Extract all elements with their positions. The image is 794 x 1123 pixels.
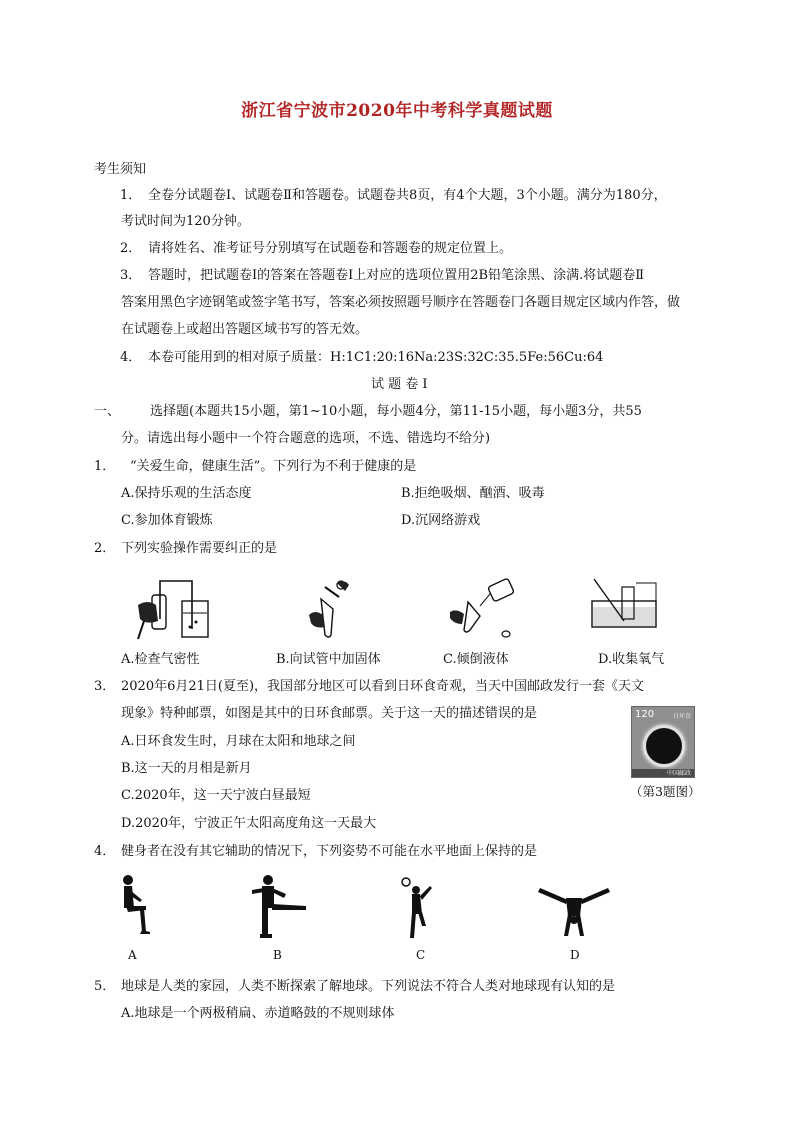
q1-num: 1． (94, 459, 116, 474)
notice-heading: 考生须知 (94, 162, 147, 177)
q2-option-d: D.收集氧气 (598, 652, 665, 667)
q4-num: 4． (94, 844, 116, 859)
q5-option-a: A.地球是一个两极稍扁、赤道略鼓的不规则球体 (121, 1006, 395, 1021)
eclipse-stamp-image (631, 706, 695, 778)
section-heading: 试 题 卷 Ⅰ (371, 377, 428, 392)
q2-num: 2． (94, 541, 116, 556)
q4-label-c: C (416, 948, 426, 962)
add-solid-to-tube-image (305, 575, 365, 641)
part-one-line-1: 选择题(本题共15小题，第1~10小题，每小题4分，第11-15小题，每小题3分，共55 (150, 404, 642, 419)
notice-1-line-1: 全卷分试题卷Ⅰ、试题卷Ⅱ和答题卷。试题卷共8页，有4个大题，3个小题。满分为180分， (148, 188, 667, 203)
q5-num: 5． (94, 979, 116, 994)
q4-label-d: D (570, 948, 580, 962)
collect-oxygen-image (588, 575, 660, 631)
part-one-line-2: 分。请选出每小题中一个符合题意的选项，不选、错选均不给分) (121, 431, 491, 446)
posture-a-image (112, 872, 152, 940)
q1-option-d: D.沉网络游戏 (401, 513, 481, 528)
notice-4-num: 4． (120, 350, 142, 365)
q4-stem: 健身者在没有其它辅助的情况下，下列姿势不可能在水平地面上保持的是 (121, 844, 538, 859)
q3-option-b: B.这一天的月相是新月 (121, 761, 252, 776)
q1-option-c: C.参加体育锻炼 (121, 513, 213, 528)
q3-line-2: 现象》特种邮票，如图是其中的日环食邮票。关于这一天的描述错误的是 (121, 706, 538, 721)
q4-label-a: A (128, 948, 137, 962)
q3-option-c: C.2020年，这一天宁波白昼最短 (121, 788, 311, 803)
q2-option-a: A.检查气密性 (121, 652, 200, 667)
q3-option-d: D.2020年，宁波正午太阳高度角这一天最大 (121, 816, 377, 831)
stamp-value: 120 (635, 709, 655, 720)
stamp-corner-text: 日环食 (672, 713, 691, 720)
notice-3-line-3: 在试题卷上或超出答题区域书写的答无效。 (121, 322, 369, 337)
notice-3-num: 3． (120, 268, 142, 283)
notice-2-line-1: 请将姓名、准考证号分别填写在试题卷和答题卷的规定位置上。 (148, 241, 513, 256)
notice-1-line-2: 考试时间为120分钟。 (121, 214, 250, 229)
posture-d-image (538, 876, 610, 942)
posture-b-image (250, 872, 310, 942)
posture-c-image (396, 876, 436, 942)
q1-stem: “关爱生命，健康生活”。下列行为不利于健康的是 (130, 459, 417, 474)
q2-option-b: B.向试管中加固体 (276, 652, 381, 667)
stamp-label: 中国邮政 (666, 770, 691, 777)
q3-line-1: 2020年6月21日(夏至)，我国部分地区可以看到日环食奇观，当天中国邮政发行一套《天文 (121, 679, 645, 694)
notice-2-num: 2． (120, 241, 142, 256)
q3-option-a: A.日环食发生时，月球在太阳和地球之间 (121, 734, 356, 749)
q3-figure-caption: （第3题图） (630, 784, 701, 799)
eclipse-ring-icon (643, 725, 685, 767)
q1-option-b: B.拒绝吸烟、酗酒、吸毒 (401, 486, 545, 501)
part-one-num: 一、 (94, 404, 121, 419)
q2-option-c: C.倾倒液体 (443, 652, 509, 667)
page-title: 浙江省宁波市2020年中考科学真题试题 (241, 101, 553, 121)
q3-num: 3． (94, 679, 116, 694)
q4-label-b: B (273, 948, 282, 962)
q1-option-a: A.保持乐观的生活态度 (121, 486, 252, 501)
notice-1-num: 1． (120, 188, 142, 203)
notice-3-line-1: 答题时，把试题卷Ⅰ的答案在答题卷Ⅰ上对应的选项位置用2B铅笔涂黑、涂满.将试题卷Ⅱ (148, 268, 645, 283)
notice-4-line-1: 本卷可能用到的相对原子质量：H:1C1:20:16Na:23S:32C:35.5Fe:56Cu:64 (148, 350, 604, 365)
q5-stem: 地球是人类的家园，人类不断探索了解地球。下列说法不符合人类对地球现有认知的是 (121, 979, 616, 994)
q2-stem: 下列实验操作需要纠正的是 (121, 541, 278, 556)
notice-3-line-2: 答案用黑色字迹钢笔或签字笔书写，答案必须按照题号顺序在答题卷冂各题目规定区域内作答，做 (121, 295, 681, 310)
pour-liquid-image (446, 572, 526, 642)
airtightness-check-image (130, 575, 210, 641)
